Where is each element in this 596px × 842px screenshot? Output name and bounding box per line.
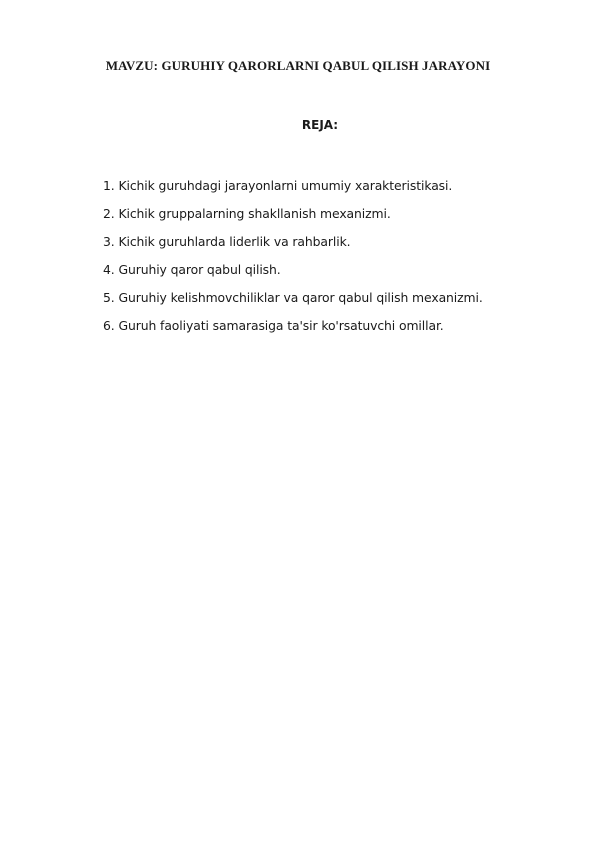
plan-item-4: 4. Guruhiy qaror qabul qilish. <box>103 262 281 277</box>
plan-item-1: 1. Kichik guruhdagi jarayonlarni umumiy xarakteristikasi. <box>103 178 453 193</box>
document-title: MAVZU: GURUHIY QARORLARNI QABUL QILISH JARAYONI <box>105 58 491 73</box>
plan-item-2: 2. Kichik gruppalarning shakllanish mexanizmi. <box>103 206 391 221</box>
plan-heading: REJA: <box>301 118 339 132</box>
plan-list <box>103 178 483 346</box>
plan-item-3: 3. Kichik guruhlarda liderlik va rahbarlik. <box>103 234 351 249</box>
plan-item-5: 5. Guruhiy kelishmovchiliklar va qaror qabul qilish mexanizmi. <box>103 290 483 305</box>
plan-item-6: 6. Guruh faoliyati samarasiga ta'sir ko'rsatuvchi omillar. <box>103 318 444 333</box>
